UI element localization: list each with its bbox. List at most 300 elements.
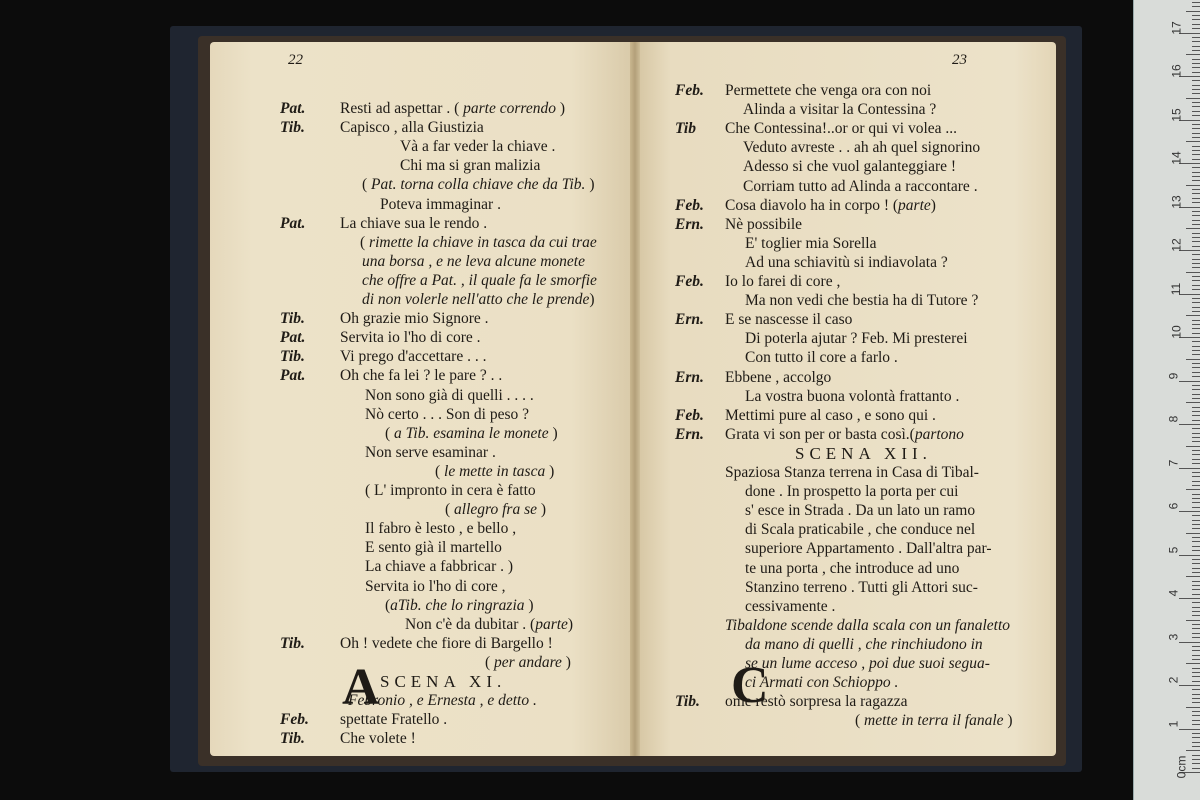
line-tail: )	[555, 100, 565, 117]
line-text: Poteva immaginar .	[380, 195, 501, 213]
ruler-label: 1	[1166, 720, 1181, 727]
text-line	[675, 598, 835, 616]
ruler-tick	[1192, 2, 1200, 3]
ruler-tick	[1192, 559, 1200, 560]
ruler-tick	[1186, 533, 1200, 534]
text-line	[675, 101, 936, 119]
ruler-tick	[1192, 702, 1200, 703]
ruler-tick	[1192, 463, 1200, 464]
text-line	[675, 197, 936, 215]
ruler-tick	[1192, 67, 1200, 68]
ruler-tick	[1192, 568, 1200, 569]
ruler-tick	[1192, 354, 1200, 355]
ruler-tick	[1192, 193, 1200, 194]
speaker-label: Tib.	[280, 730, 305, 748]
line-text: (	[385, 424, 395, 442]
ruler-tick	[1192, 602, 1200, 603]
ruler-tick	[1192, 389, 1200, 390]
text-line	[280, 100, 565, 118]
ruler-tick	[1192, 594, 1200, 595]
ruler-tick	[1192, 454, 1200, 455]
text-line	[675, 579, 978, 597]
text-line	[675, 82, 931, 100]
line-text: Di poterla ajutar ? Feb. Mi presterei	[745, 330, 968, 348]
scene-heading: SCENA XII.	[795, 443, 932, 463]
line-text: Corriam tutto ad Alinda a raccontare .	[743, 177, 978, 195]
ruler-tick	[1192, 367, 1200, 368]
ruler-tick	[1192, 420, 1200, 421]
line-text: te una porta , che introduce ad uno	[745, 559, 960, 577]
drop-cap-letter: C	[731, 657, 769, 714]
speaker-label: Feb.	[675, 82, 704, 99]
ruler-tick	[1192, 159, 1200, 160]
ruler-tick	[1192, 259, 1200, 260]
text-line	[280, 539, 502, 557]
ruler-tick	[1192, 711, 1200, 712]
ruler-tick	[1192, 350, 1200, 351]
line-text: (	[435, 462, 445, 480]
ruler-tick	[1192, 302, 1200, 303]
ruler-tick	[1179, 555, 1200, 556]
ruler-tick	[1186, 446, 1200, 447]
ruler-tick	[1186, 272, 1200, 273]
line-tail: )	[585, 176, 595, 194]
ruler-tick	[1192, 633, 1200, 634]
stage-direction: allegro fra se	[454, 501, 537, 519]
text-line	[675, 674, 898, 692]
stage-direction: parte	[535, 615, 568, 633]
ruler-tick	[1186, 489, 1200, 490]
ruler-tick	[1192, 37, 1200, 38]
line-text: E sento già il martello	[365, 539, 502, 557]
ruler-tick	[1192, 202, 1200, 203]
line-text: Non serve esaminar .	[365, 443, 496, 461]
line-text: Nè possibile	[725, 215, 803, 233]
text-line	[675, 655, 990, 673]
ruler-tick	[1192, 146, 1200, 147]
ruler-tick	[1186, 359, 1200, 360]
line-tail: )	[545, 462, 555, 480]
ruler-tick	[1192, 224, 1200, 225]
line-tail: )	[537, 501, 547, 519]
ruler-tick	[1192, 211, 1200, 212]
text-line	[675, 521, 975, 539]
line-text: superiore Appartamento . Dall'altra par-	[745, 540, 992, 558]
line-text: La vostra buona volontà frattanto .	[745, 387, 960, 405]
ruler-label: 17	[1169, 20, 1184, 35]
text-line	[280, 444, 496, 462]
left-page	[210, 42, 635, 756]
text-line	[675, 178, 978, 196]
ruler-tick	[1192, 333, 1200, 334]
speaker-label: Pat.	[280, 367, 306, 385]
ruler-tick	[1192, 198, 1200, 199]
ruler-tick	[1186, 620, 1200, 621]
line-tail: )	[567, 615, 574, 633]
ruler-tick	[1179, 642, 1200, 643]
ruler-label: 15	[1169, 107, 1184, 122]
ruler-tick	[1186, 185, 1200, 186]
ruler-tick	[1192, 24, 1200, 25]
ruler-label: 14	[1169, 151, 1184, 165]
text-line	[280, 196, 501, 214]
line-text: Và a far veder la chiave .	[400, 138, 556, 156]
ruler-tick	[1192, 498, 1200, 499]
ruler-tick	[1192, 180, 1200, 181]
ruler-tick	[1186, 402, 1200, 403]
line-text: ome restò sorpresa la ragazza	[725, 693, 908, 711]
ruler-tick	[1192, 768, 1200, 769]
speaker-label: Feb.	[280, 711, 309, 729]
ruler-tick	[1192, 646, 1200, 647]
text-line	[280, 654, 571, 672]
line-text: Adesso si che vuol galanteggiare !	[743, 158, 957, 176]
drop-cap-letter: A	[342, 659, 380, 716]
stage-direction: di non volerle nell'atto che le prende	[362, 291, 590, 308]
ruler-tick	[1192, 298, 1200, 299]
speaker-label: Feb.	[675, 406, 704, 424]
line-text: Chi ma si gran malizia	[400, 157, 541, 175]
line-tail: )	[1003, 712, 1013, 730]
ruler-tick	[1192, 398, 1200, 399]
text-line	[280, 119, 484, 137]
ruler-tick	[1186, 98, 1200, 99]
ruler-tick	[1192, 128, 1200, 129]
text-line	[280, 387, 534, 405]
ruler-tick	[1179, 424, 1200, 425]
ruler-tick	[1192, 589, 1200, 590]
ruler-tick	[1192, 320, 1200, 321]
text-line	[280, 138, 555, 156]
ruler-tick	[1186, 228, 1200, 229]
line-text: Oh che fa lei ? le pare ? . .	[340, 367, 503, 385]
page-number: 23	[952, 52, 967, 68]
stage-direction: che offre a Pat. , il quale fa le smorfie	[362, 271, 597, 289]
text-line	[280, 348, 486, 366]
text-line	[280, 157, 540, 175]
ruler-tick	[1192, 267, 1200, 268]
stage-direction: mette in terra il fanale	[864, 712, 1004, 730]
ruler-tick	[1192, 681, 1200, 682]
text-line	[675, 235, 877, 253]
ruler-tick	[1192, 133, 1200, 134]
ruler-tick	[1192, 415, 1200, 416]
stage-direction: Pat. torna colla chiave che da Tib.	[371, 176, 586, 194]
ruler-tick	[1192, 385, 1200, 386]
speaker-label: Ern.	[675, 215, 704, 233]
ruler-tick	[1186, 11, 1200, 12]
book-gutter	[630, 42, 640, 756]
ruler-tick	[1192, 215, 1200, 216]
line-text: Grata vi son per or basta così.(	[725, 425, 915, 443]
text-line	[280, 578, 506, 596]
text-line	[675, 712, 1013, 730]
ruler-tick	[1192, 472, 1200, 473]
ruler-tick	[1192, 46, 1200, 47]
ruler-label: 10	[1169, 325, 1184, 339]
text-line	[280, 597, 534, 615]
page-number: 22	[288, 52, 303, 68]
text-line	[675, 426, 964, 444]
line-text: Oh grazie mio Signore .	[340, 310, 489, 328]
ruler-tick	[1192, 524, 1200, 525]
ruler-tick	[1192, 233, 1200, 234]
ruler-tick	[1192, 102, 1200, 103]
ruler-tick	[1192, 28, 1200, 29]
ruler-tick	[1192, 733, 1200, 734]
ruler-tick	[1192, 50, 1200, 51]
ruler-tick	[1192, 737, 1200, 738]
text-line	[280, 692, 537, 710]
ruler-tick	[1192, 563, 1200, 564]
stage-direction: parte correndo	[463, 100, 556, 117]
ruler-tick	[1186, 54, 1200, 55]
ruler-tick	[1192, 763, 1200, 764]
ruler-tick	[1192, 172, 1200, 173]
ruler-tick	[1192, 624, 1200, 625]
ruler-label: 8	[1166, 415, 1181, 423]
text-line	[280, 463, 554, 481]
line-text: (	[485, 653, 495, 671]
line-text: (	[385, 596, 391, 614]
ruler-label: 12	[1169, 238, 1184, 252]
ruler-tick	[1192, 628, 1200, 629]
text-line	[280, 291, 595, 309]
ruler-tick	[1192, 346, 1200, 347]
stage-direction: partono	[914, 425, 964, 443]
ruler-tick	[1179, 511, 1200, 512]
ruler-tick	[1192, 59, 1200, 60]
ruler-tick	[1186, 141, 1200, 142]
text-line	[675, 617, 1010, 635]
ruler-tick	[1192, 520, 1200, 521]
line-text: Mettimi pure al caso , e sono qui .	[725, 406, 936, 424]
ruler-tick	[1179, 685, 1200, 686]
ruler-tick	[1192, 394, 1200, 395]
line-text: Servita io l'ho di core ,	[365, 577, 506, 595]
speaker-label: Tib	[675, 120, 696, 138]
ruler-tick	[1192, 689, 1200, 690]
ruler-tick	[1192, 324, 1200, 325]
ruler-tick	[1192, 541, 1200, 542]
ruler-tick	[1186, 663, 1200, 664]
text-line	[675, 636, 983, 654]
ruler-tick	[1192, 276, 1200, 277]
ruler-tick	[1186, 707, 1200, 708]
line-text: cessivamente .	[745, 597, 836, 615]
ruler-tick	[1192, 189, 1200, 190]
line-text: Oh ! vedete che fiore di Bargello !	[340, 634, 553, 652]
ruler-tick	[1192, 89, 1200, 90]
ruler-label: 6	[1166, 502, 1181, 510]
speaker-label: Ern.	[675, 311, 704, 329]
ruler-tick	[1179, 598, 1200, 599]
ruler-tick	[1192, 167, 1200, 168]
speaker-label: Tib.	[280, 634, 305, 652]
text-line	[280, 425, 558, 443]
text-line	[280, 253, 585, 271]
ruler-tick	[1192, 494, 1200, 495]
ruler-tick	[1192, 6, 1200, 7]
ruler-label: 3	[1166, 633, 1181, 640]
ruler-tick	[1179, 381, 1200, 382]
ruler-label: 7	[1166, 459, 1181, 466]
ruler-tick	[1192, 254, 1200, 255]
ruler-tick	[1192, 650, 1200, 651]
text-line	[675, 216, 802, 234]
ruler-tick	[1192, 724, 1200, 725]
line-text: Ebbene , accolgo	[725, 368, 832, 386]
ruler-tick	[1192, 111, 1200, 112]
text-line	[280, 272, 597, 290]
text-line	[675, 560, 959, 578]
ruler-tick	[1192, 241, 1200, 242]
ruler-tick	[1192, 150, 1200, 151]
text-line	[280, 673, 506, 692]
line-text: Resti ad aspettar . (	[340, 100, 464, 117]
ruler-tick	[1192, 481, 1200, 482]
text-line	[280, 616, 573, 634]
ruler-tick	[1192, 672, 1200, 673]
text-line	[280, 215, 487, 233]
ruler-label: 2	[1166, 676, 1181, 684]
text-line	[675, 445, 932, 464]
stage-direction: le mette in tasca	[444, 462, 546, 480]
line-tail: )	[561, 653, 571, 671]
text-line	[280, 520, 516, 538]
line-text: Capisco , alla Giustizia	[340, 119, 484, 137]
ruler-tick	[1192, 581, 1200, 582]
line-text: Con tutto il core a farlo .	[745, 349, 898, 367]
ruler-tick	[1192, 72, 1200, 73]
line-text: Che volete !	[340, 730, 416, 748]
ruler-tick	[1192, 715, 1200, 716]
ruler-label: 5	[1166, 546, 1181, 553]
line-text: Che Contessina!..or or qui vi volea ...	[725, 120, 958, 138]
ruler-tick	[1192, 572, 1200, 573]
text-line	[280, 310, 489, 328]
text-line	[675, 120, 957, 138]
ruler-tick	[1192, 459, 1200, 460]
line-text: Servita io l'ho di core .	[340, 329, 481, 347]
ruler-tick	[1186, 750, 1200, 751]
text-line	[675, 139, 980, 157]
ruler-tick	[1192, 698, 1200, 699]
ruler-tick	[1192, 441, 1200, 442]
ruler-tick	[1192, 515, 1200, 516]
stage-direction: da mano di quelli , che rinchiudono in	[745, 635, 983, 653]
ruler-label: 16	[1169, 64, 1184, 78]
line-text: Permettete che venga ora con noi	[725, 82, 932, 99]
speaker-label: Tib.	[675, 693, 700, 711]
ruler-tick	[1192, 746, 1200, 747]
line-text: Ad una schiavitù si indiavolata ?	[745, 253, 948, 271]
scene-heading: SCENA XI.	[380, 672, 507, 691]
ruler-tick	[1192, 659, 1200, 660]
text-line	[280, 176, 594, 194]
line-text: di Scala praticabile , che conduce nel	[745, 521, 976, 539]
text-line	[280, 329, 481, 347]
text-line	[280, 406, 529, 424]
stage-direction: per andare	[494, 653, 562, 671]
text-line	[675, 369, 831, 387]
line-tail: )	[589, 291, 595, 308]
ruler-tick	[1192, 106, 1200, 107]
ruler-tick	[1192, 85, 1200, 86]
text-line	[675, 693, 907, 711]
ruler-label: 0cm	[1174, 755, 1189, 779]
stage-direction: a Tib. esamina le monete	[394, 424, 549, 442]
line-text: (	[855, 712, 865, 730]
line-text: E se nascesse il caso	[725, 311, 853, 329]
ruler-tick	[1192, 485, 1200, 486]
line-tail: )	[524, 596, 534, 614]
speaker-label: Feb.	[675, 196, 704, 214]
ruler-tick	[1192, 280, 1200, 281]
text-line	[675, 388, 959, 406]
line-text: Non sono già di quelli . . . .	[365, 386, 534, 404]
line-text: Spaziosa Stanza terrena in Casa di Tibal-	[725, 464, 979, 481]
speaker-label: Pat.	[280, 329, 306, 347]
ruler-tick	[1192, 694, 1200, 695]
line-text: done . In prospetto la porta per cui	[745, 483, 959, 501]
ruler-tick	[1192, 528, 1200, 529]
text-line	[675, 158, 956, 176]
ruler-tick	[1192, 668, 1200, 669]
stage-direction: ci Armati con Schioppo .	[745, 674, 899, 692]
text-line	[280, 558, 513, 576]
text-line	[280, 730, 416, 748]
ruler-tick	[1192, 676, 1200, 677]
ruler-tick	[1192, 124, 1200, 125]
line-text: Vi prego d'accettare . . .	[340, 348, 487, 366]
speaker-label: Feb.	[675, 273, 704, 290]
speaker-label: Pat.	[280, 100, 306, 117]
text-line	[280, 501, 546, 519]
ruler-tick	[1192, 176, 1200, 177]
ruler-tick	[1192, 550, 1200, 551]
ruler-tick	[1192, 15, 1200, 16]
line-text: Cosa diavolo ha in corpo ! (	[725, 196, 899, 214]
text-line	[675, 254, 948, 272]
ruler-tick	[1192, 154, 1200, 155]
ruler-label: 13	[1169, 194, 1184, 209]
ruler-tick	[1192, 755, 1200, 756]
ruler-tick	[1192, 611, 1200, 612]
ruler-tick	[1192, 220, 1200, 221]
ruler-tick	[1192, 411, 1200, 412]
text-line	[675, 273, 840, 291]
ruler-tick	[1192, 428, 1200, 429]
line-text: Non c'è da dubitar . (	[405, 615, 536, 633]
line-text: La chiave sua le rendo .	[340, 214, 488, 232]
speaker-label: Ern.	[675, 425, 704, 443]
speaker-label: Ern.	[675, 368, 704, 386]
ruler-tick	[1192, 237, 1200, 238]
ruler-tick	[1192, 137, 1200, 138]
ruler-tick	[1192, 607, 1200, 608]
text-line	[675, 540, 992, 558]
text-line	[675, 292, 978, 310]
ruler-tick	[1179, 729, 1200, 730]
text-line	[675, 311, 852, 329]
ruler-tick	[1192, 80, 1200, 81]
ruler-tick	[1192, 63, 1200, 64]
ruler-label: 9	[1166, 372, 1181, 379]
line-text: (	[362, 176, 372, 194]
ruler-tick	[1192, 372, 1200, 373]
ruler-tick	[1192, 19, 1200, 20]
